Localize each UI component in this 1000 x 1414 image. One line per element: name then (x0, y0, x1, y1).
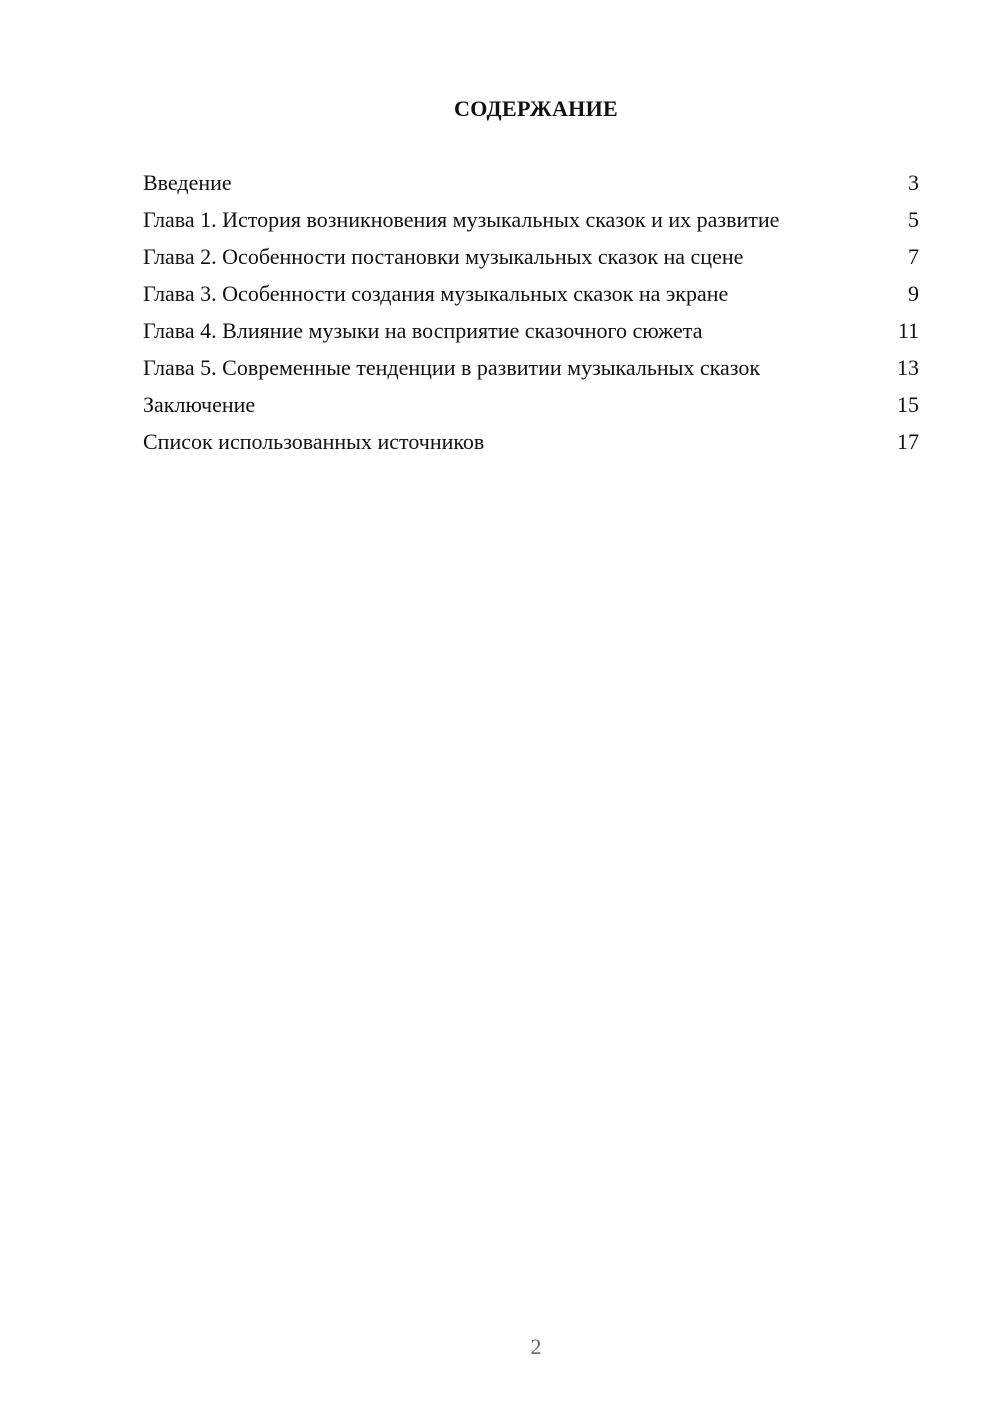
toc-entry-label: Заключение (143, 392, 256, 417)
toc-entry-page: 5 (908, 207, 919, 232)
toc-entry-label: Введение (143, 170, 232, 195)
table-of-contents (143, 170, 919, 466)
toc-entry-chapter-3 (143, 281, 919, 307)
toc-entry-chapter-2 (143, 244, 919, 270)
toc-entry-label: Глава 3. Особенности создания музыкальных сказок на экране (143, 281, 729, 306)
toc-entry-chapter-5 (143, 355, 919, 381)
toc-entry-page: 15 (897, 392, 919, 417)
toc-entry-sources (143, 429, 919, 455)
toc-entry-chapter-1 (143, 207, 919, 233)
toc-entry-page: 13 (897, 355, 919, 380)
toc-entry-label: Список использованных источников (143, 429, 485, 454)
toc-entry-label: Глава 2. Особенности постановки музыкальных сказок на сцене (143, 244, 744, 269)
page-title: СОДЕРЖАНИЕ (454, 96, 618, 121)
page-number: 2 (530, 1334, 542, 1359)
toc-entry-page: 11 (897, 318, 919, 343)
toc-entry-label: Глава 1. История возникновения музыкальных сказок и их развитие (143, 207, 780, 232)
toc-entry-page: 7 (908, 244, 919, 269)
toc-entry-page: 17 (897, 429, 919, 454)
toc-entry-label: Глава 5. Современные тенденции в развитии музыкальных сказок (143, 355, 761, 380)
toc-entry-introduction (143, 170, 919, 196)
toc-entry-label: Глава 4. Влияние музыки на восприятие сказочного сюжета (143, 318, 703, 343)
toc-entry-chapter-4 (143, 318, 919, 344)
toc-entry-page: 9 (908, 281, 919, 306)
toc-entry-conclusion (143, 392, 919, 418)
toc-entry-page: 3 (908, 170, 919, 195)
